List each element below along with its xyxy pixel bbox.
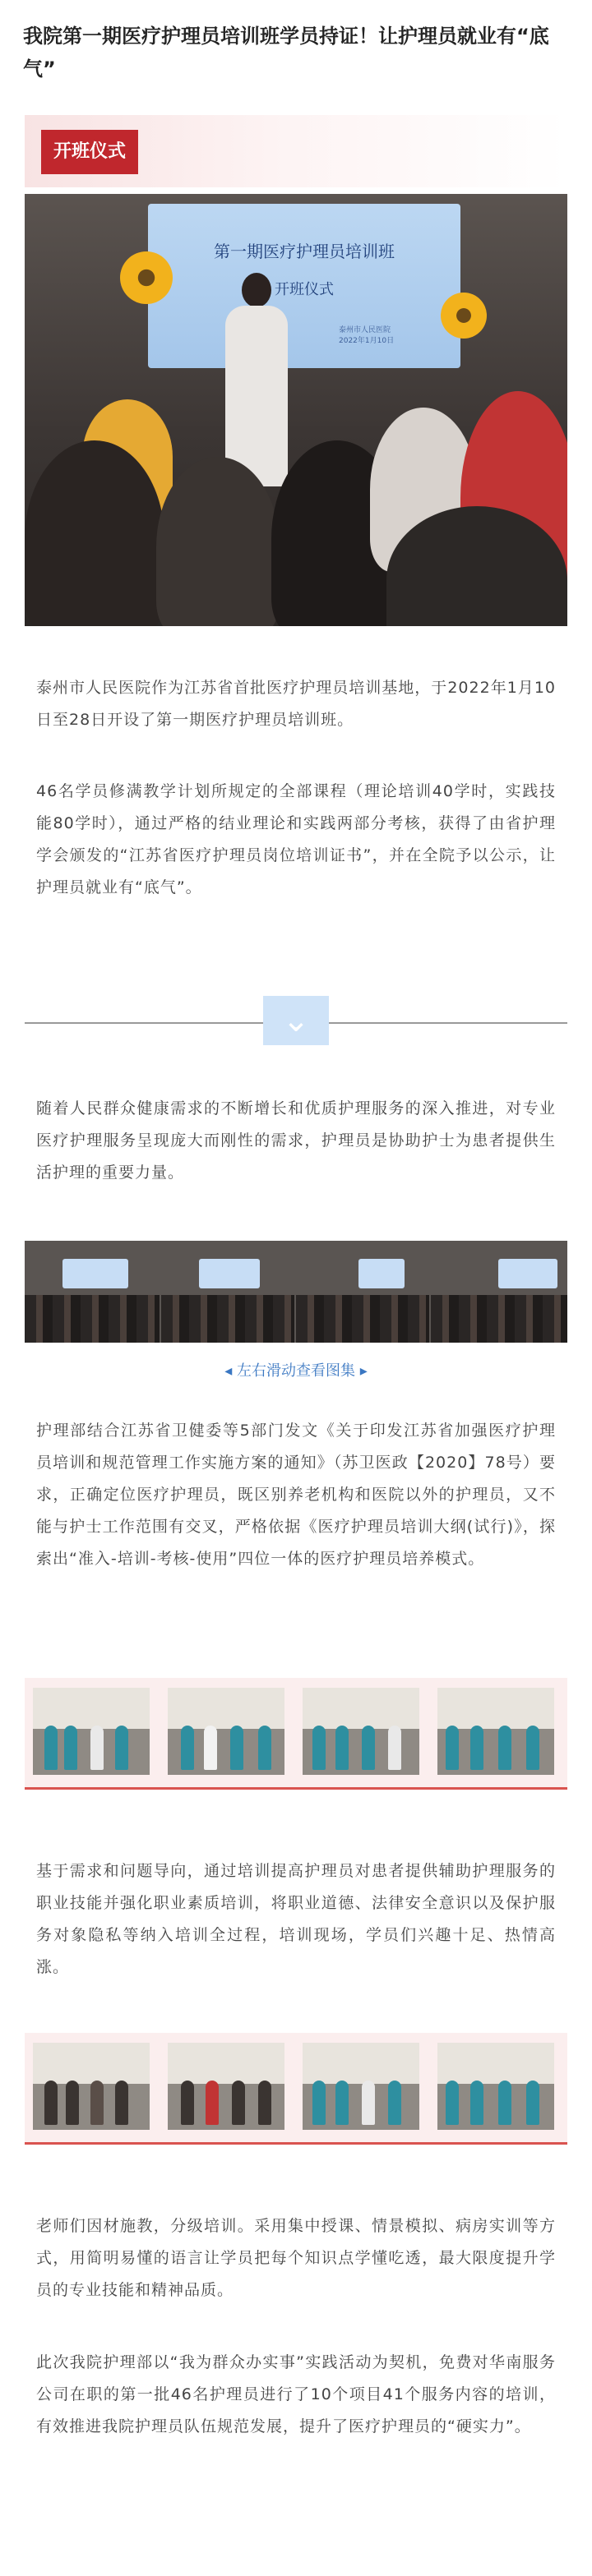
chevron-down-icon: ⌄ xyxy=(263,996,329,1045)
training-gallery-1 xyxy=(25,1678,567,1790)
gallery-photo[interactable] xyxy=(25,1241,160,1343)
audience-member xyxy=(156,457,280,626)
training-photo xyxy=(437,1688,554,1775)
screen-org-name: 泰州市人民医院 xyxy=(339,326,391,334)
sunflower-decoration xyxy=(441,293,487,339)
projection-screen xyxy=(148,204,460,368)
training-photo xyxy=(437,2043,554,2130)
paragraph-intro: 泰州市人民医院作为江苏省首批医疗护理员培训基地，于2022年1月10日至28日开设了第一期医疗护理员培训班。 xyxy=(36,679,556,729)
training-gallery-2 xyxy=(25,2033,567,2145)
speaker xyxy=(220,273,293,486)
paragraph-teaching: 老师们因材施教，分级培训。采用集中授课、情景模拟、病房实训等方式，用简明易懂的语言让学员把每个知识点学懂吃透，最大限度提升学员的专业技能和精神品质。 xyxy=(36,2217,556,2299)
divider-line-left xyxy=(25,1022,263,1024)
ceremony-photo xyxy=(25,194,567,626)
training-photo xyxy=(303,2043,419,2130)
divider-line-right xyxy=(329,1022,567,1024)
screen-subtitle: 开班仪式 xyxy=(275,281,334,298)
training-photo xyxy=(33,2043,150,2130)
paragraph-demand: 随着人民群众健康需求的不断增长和优质护理服务的深入推进，对专业医疗护理服务呈现庞大而刚性的需求，护理员是协助护士为患者提供生活护理的重要力量。 xyxy=(36,1099,556,1182)
swipe-hint-link[interactable]: ◂ 左右滑动查看图集 ▸ xyxy=(224,1362,368,1380)
sunflower-decoration xyxy=(120,251,173,304)
section-label: 开班仪式 xyxy=(41,130,138,174)
paragraph-outcome: 此次我院护理部以“我为群众办实事”实践活动为契机，免费对华南服务公司在职的第一批46名护理员进行了10个项目41个服务内容的培训，有效推进我院护理员队伍规范发展，提升了医疗护理员的“硬实力”。 xyxy=(36,2353,556,2435)
paragraph-model: 护理部结合江苏省卫健委等5部门发文《关于印发江苏省加强医疗护理员培训和规范管理工作实施方案的通知》（苏卫医政【2020】78号）要求，正确定位医疗护理员，既区别养老机构和医院以外的护理员，又不能与护士工作范围有交叉，严格依据《医疗护理员培训大纲(试行)》，探索出“准入-培训-考核-使用”四位一体的医疗护理员培养模式。 xyxy=(36,1422,556,1568)
audience-member xyxy=(25,440,164,626)
gallery-photo[interactable] xyxy=(296,1241,429,1343)
article-title: 我院第一期医疗护理员培训班学员持证！让护理员就业有“底气” xyxy=(23,25,549,81)
training-photo xyxy=(168,1688,284,1775)
screen-title: 第一期医疗护理员培训班 xyxy=(214,242,395,261)
training-photo xyxy=(33,1688,150,1775)
paragraph-training: 基于需求和问题导向，通过培训提高护理员对患者提供辅助护理服务的职业技能并强化职业素质培训，将职业道德、法律安全意识以及保护服务对象隐私等纳入培训全过程，培训现场，学员们兴趣十足、热情高涨。 xyxy=(36,1862,556,1976)
swipe-gallery-strip[interactable] xyxy=(25,1241,567,1343)
training-photo xyxy=(303,1688,419,1775)
screen-org xyxy=(339,325,394,347)
paragraph-certification: 46名学员修满教学计划所规定的全部课程（理论培训40学时，实践技能80学时），通过严格的结业理论和实践两部分考核，获得了由省护理学会颁发的“江苏省医疗护理员岗位培训证书”，并在全院予以公示，让护理员就业有“底气”。 xyxy=(36,782,556,896)
training-photo xyxy=(168,2043,284,2130)
screen-org-date: 2022年1月10日 xyxy=(339,337,395,345)
gallery-photo[interactable] xyxy=(431,1241,567,1343)
gallery-photo[interactable] xyxy=(161,1241,294,1343)
